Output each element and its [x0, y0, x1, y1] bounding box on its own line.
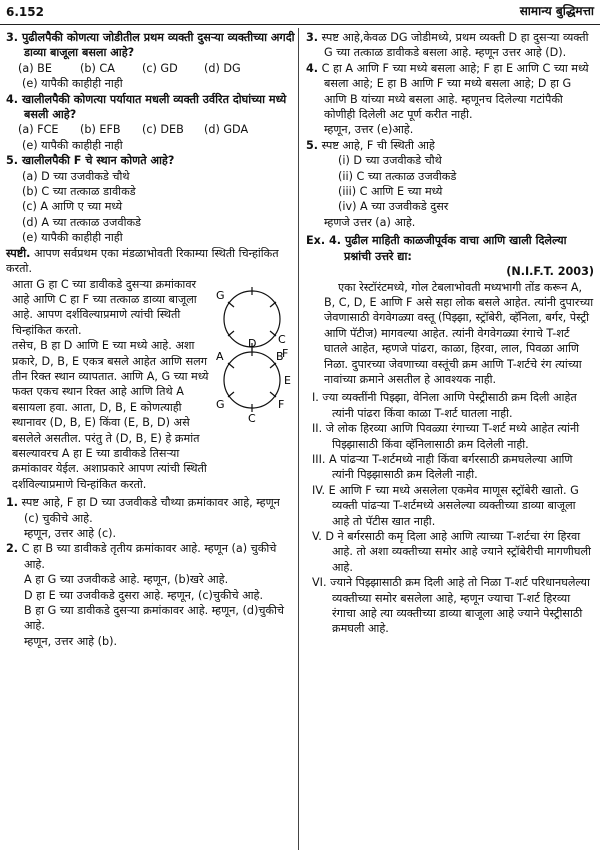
- answer-5: 5. स्पष्ट आहे, F ची स्थिती आहे: [306, 138, 435, 152]
- q4-option-e: (e) यापैकी काहीही नाही: [22, 138, 123, 152]
- clue-2: II. जे लोक हिरव्या आणि पिवळ्या रंगाच्या T-शर्ट मध्ये आहेत त्यांनी पिझ्झासाठी किंवा व्हॅनिलासाठी क्रम दिलेली नाही.: [312, 422, 580, 451]
- answer-2-conclusion: म्हणून, उत्तर आहे (b).: [24, 634, 118, 648]
- example-4-body: एका रेस्टॉरंटमध्ये, गोल टेबलाभोवती मध्यभागी तोंड करून A, B, C, D, E आणि F असे सहा लोक बसले आहेत. त्यांनी दुपारच्या जेवणासाठी वेगवेगळ्या वस्तू (पिझ्झा, स्ट्रॉबेरी, व्हॅनिला, बर्गर, पेस्ट्री आणि पॅटीज) मागवल्या आहेत. त्यांनी वेगवेगळ्या रंगाचे T-शर्ट घातले आहेत, म्हणजे पांढरा, काळा, हिरवा, लाल, पिवळा आणि निळा. दुपारच्या जेवणाच्या वस्तूंची क्रम आणि T-शर्टचे रंग त्यांच्या नावांच्या क्रमाने असतील हे आवश्यक नाही.: [324, 280, 594, 386]
- clue-1: I. ज्या व्यक्तींनी पिझ्झा, वेनिला आणि पेस्ट्रीसाठी क्रम दिली आहेत त्यांनी पांढरा किंवा काळा T-शर्ट घातला नाही.: [312, 391, 577, 420]
- answer-3: 3. स्पष्ट आहे,केवळ DG जोडीमध्ये, प्रथम व्यक्ती D हा दुसऱ्या व्यक्ती G च्या तत्काळ डावीकडे बसला आहे. म्हणून उत्तर आहे (D).: [306, 31, 589, 60]
- answer-5-conclusion: म्हणजे उत्तर (a) आहे.: [324, 215, 416, 229]
- q3-options: (a) BE (b) CA (c) GD (d) DG: [18, 61, 241, 75]
- right-column: [306, 30, 594, 637]
- answer-5-item-iii: (iii) C आणि E च्या मध्ये: [338, 185, 443, 199]
- fig1-label-g: G: [216, 288, 225, 302]
- q4-options: (a) FCE (b) EFB (c) DEB (d) GDA: [18, 123, 249, 137]
- column-divider: [298, 28, 299, 850]
- answer-2-para-3: D हा E च्या उजवीकडे दुसरा आहे. म्हणून, (c)चुकीचे आहे.: [24, 588, 264, 602]
- answer-5-item-iv: (iv) A च्या उजवीकडे दुसर: [338, 200, 449, 214]
- q5-option-c: (c) A आणि ए च्या मध्ये: [22, 200, 123, 214]
- answer-2-para-4: B हा G च्या डावीकडे दुसऱ्या क्रमांकावर आहे. म्हणून, (d)चुकीचे आहे.: [24, 604, 285, 633]
- answer-5-item-ii: (ii) C च्या तत्काळ उजवीकडे: [338, 169, 457, 183]
- fig1-label-f: F: [282, 346, 289, 360]
- figure-1-block: [6, 277, 295, 360]
- left-column: [6, 30, 295, 649]
- answer-1: 1. स्पष्ट आहे, F हा D च्या उजवीकडे चौथ्या क्रमांकावर आहे, म्हणून (c) चुकीचे आहे.: [6, 496, 280, 525]
- fig2-label-g: G: [216, 398, 225, 412]
- clue-4: IV. E आणि F च्या मध्ये असलेला एकमेव माणूस स्ट्रॉबेरी खातो. G व्यक्ती पांढऱ्या T-शर्टमध्ये असलेल्या व्यक्तीच्या डाव्या बाजूला आहे तो पॅटीस खात नाही.: [312, 483, 579, 528]
- fig2-label-f: F: [278, 398, 285, 412]
- answer-5-item-i: (i) D च्या उजवीकडे चौथे: [338, 154, 442, 168]
- figure-2-block: [6, 338, 295, 492]
- question-5: 5. खालीलपैकी F चे स्थान कोणते आहे?: [6, 154, 175, 168]
- example-4-citation: (N.I.F.T. 2003): [506, 265, 594, 279]
- fig2-label-b: B: [276, 350, 284, 364]
- solution-para-1: आता G हा C च्या डावीकडे दुसऱ्या क्रमांकावर आहे आणि C हा F च्या तत्काळ डाव्या बाजूला आहे. आपण दर्शविल्याप्रमाणे त्यांची स्थिती चिन्हांकित करतो.: [12, 277, 197, 337]
- answer-2-para-2: A हा G च्या उजवीकडे आहे. म्हणून, (b)खरे आहे.: [24, 573, 229, 587]
- running-title: सामान्य बुद्धिमत्ता: [519, 4, 594, 18]
- q5-option-b: (b) C च्या तत्काळ डावीकडे: [22, 185, 136, 199]
- fig1-label-c: C: [278, 332, 286, 346]
- page-header: [0, 0, 600, 26]
- fig2-label-a: A: [216, 350, 224, 364]
- clue-5: V. D ने बर्गरसाठी कमृ दिला आहे आणि त्याच्या T-शर्टचा रंग हिरवा आहे. तो अशा व्यक्तीच्या समोर आहे ज्याने स्ट्रॉबेरीची मागणीघली आहे.: [312, 530, 591, 574]
- fig2-label-d: D: [248, 338, 257, 351]
- clue-3: III. A पांढऱ्या T-शर्टमध्ये नाही किंवा बर्गरसाठी क्रमघलेल्या आणि त्यांनी पिझ्झासाठी क्रम दिलेली नाही.: [312, 452, 573, 482]
- example-4-heading: Ex. 4. पुढील माहिती काळजीपूर्वक वाचा आणि खाली दिलेल्या प्रश्नांची उत्तरे द्या:: [306, 234, 567, 263]
- q5-option-d: (d) A च्या तत्काळ उजवीकडे: [22, 215, 142, 229]
- answer-1-conclusion: म्हणून, उत्तर आहे (c).: [24, 527, 117, 540]
- header-rule: [0, 24, 600, 25]
- question-3: 3. पुढीलपैकी कोणत्या जोडीतील प्रथम व्यक्ती दुसऱ्या व्यक्तीच्या अगदी डाव्या बाजूला बसला आहे?: [6, 31, 295, 60]
- solution-para-2: तसेच, B हा D आणि E च्या मध्ये आहे. अशा प्रकारे, D, B, E एकत्र बसले आहेत आणि सलग तीन रिक्त स्थान व्यापतात. आणि A, G च्या मध्ये फक्त एकच स्थान रिक्त आहे आणि तिथे A बसायला हवा. आता, D, B, E कोणत्याही स्थानावर (D, B, E) किंवा (E, B, D) असे बसलेले असतील. परंतु ते (D, B, E) हे क्रमांत बसल्यावरच A हा E च्या डावीकडे तिसऱ्या क्रमांकावर येईल. अशाप्रकारे आपण त्यांची स्थिती दर्शविल्याप्रमाणे चिन्हांकित करतो.: [12, 339, 209, 491]
- fig2-label-c: C: [248, 412, 256, 425]
- q3-option-e: (e) यापैकी काहीही नाही: [22, 77, 123, 91]
- fig2-label-e: E: [284, 374, 291, 388]
- q5-option-a: (a) D च्या उजवीकडे चौथे: [22, 169, 130, 183]
- answer-4: 4. C हा A आणि F च्या मध्ये बसला आहे; F हा E आणि C च्या मध्ये बसला आहे; E हा B आणि F च्या मध्ये बसला आहे; D हा G आणि B यांच्या मध्ये बसला आहे. म्हणूनच दिलेल्या गटांपैकी कोणीही दिलेली अट पूर्ण करीत नाही.: [306, 61, 589, 122]
- seating-circle-2: [212, 338, 294, 424]
- q5-option-e: (e) यापैकी काहीही नाही: [22, 231, 123, 245]
- clue-6: VI. ज्याने पिझ्झासाठी क्रम दिली आहे तो निळा T-शर्ट परिधानघलेल्या व्यक्तीच्या समोर बसलेला आहे, म्हणून ज्याचा T-शर्ट हिरव्या रंगाचा आहे त्या व्यक्तीच्या डाव्या बाजूला आहे ज्याने पेस्ट्रीसाठी क्रमघली आहे.: [312, 576, 590, 636]
- answer-4-conclusion: म्हणून, उत्तर (e)आहे.: [324, 123, 414, 137]
- solution-intro: स्पष्टी. आपण सर्वप्रथम एका मंडळाभोवती रिकाम्या स्थिती चिन्हांकित करतो.: [6, 246, 279, 276]
- question-4: 4. खालीलपैकी कोणत्या पर्यायात मधली व्यक्ती उर्वरित दोघांच्या मध्ये बसली आहे?: [6, 92, 287, 122]
- page-number: 6.152: [6, 5, 44, 19]
- answer-2: 2. C हा B च्या डावीकडे तृतीय क्रमांकावर आहे. म्हणून (a) चुकीचे आहे.: [6, 542, 277, 571]
